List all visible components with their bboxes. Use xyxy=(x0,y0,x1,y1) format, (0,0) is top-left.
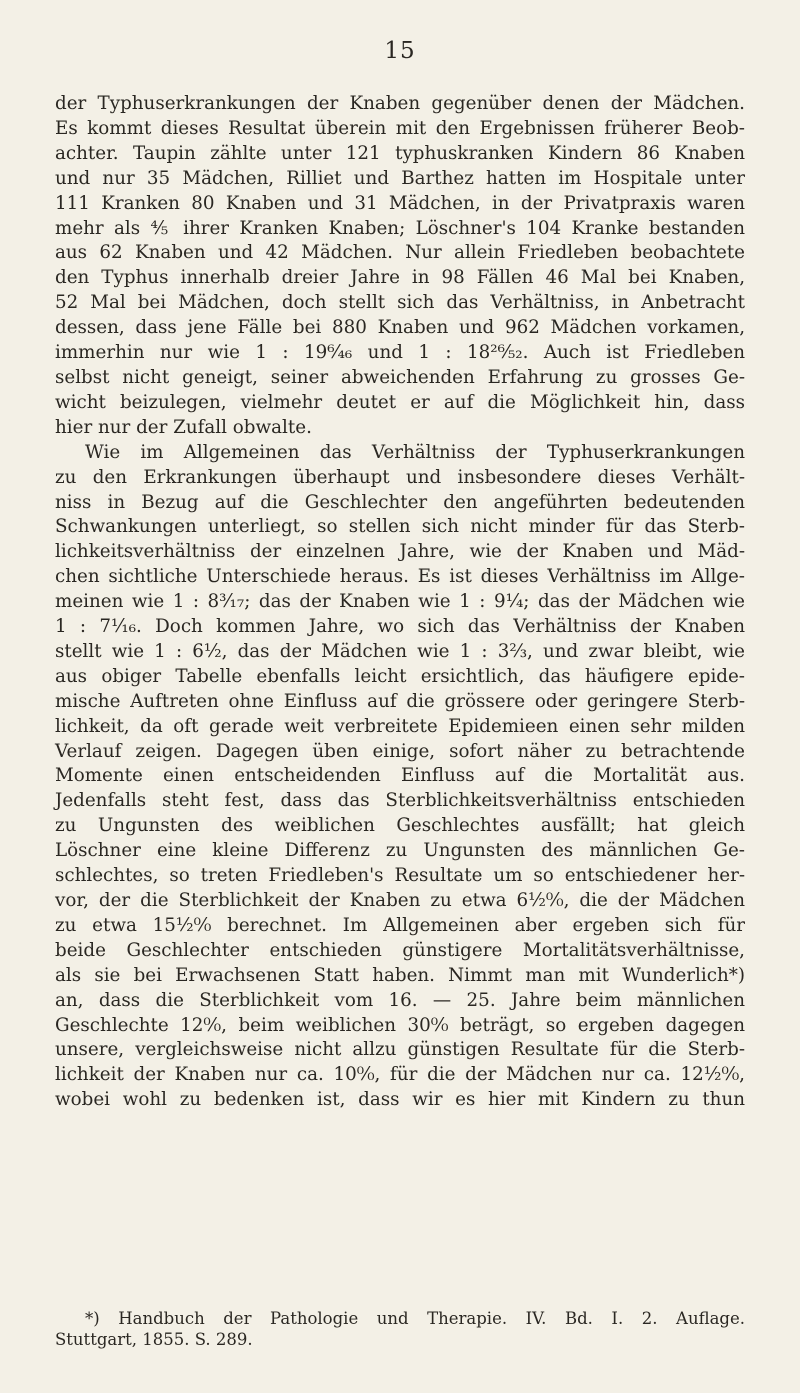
text-line: den Typhus innerhalb dreier Jahre in 98 Fällen 46 Mal bei Knaben, xyxy=(55,267,745,289)
footnote xyxy=(55,1308,745,1350)
text-line: lichkeit der Knaben nur ca. 10⁰⁄₀, für die der Mädchen nur ca. 12½⁰⁄₀, xyxy=(55,1064,745,1086)
text-line: selbst nicht geneigt, seiner abweichenden Erfahrung zu grosses Ge- xyxy=(55,366,745,388)
text-line: niss in Bezug auf die Geschlechter den angeführten bedeutenden xyxy=(55,491,745,513)
body-text xyxy=(55,92,745,1113)
page-number: 15 xyxy=(384,38,416,64)
footnote-line: Stuttgart, 1855. S. 289. xyxy=(55,1330,253,1349)
text-line: vor, der die Sterblichkeit der Knaben zu etwa 6½⁰⁄₀, die der Mädchen xyxy=(55,890,745,911)
text-line: wicht beizulegen, vielmehr deutet er auf die Möglichkeit hin, dass xyxy=(55,391,745,413)
text-line: Geschlechte 12⁰⁄₀, beim weiblichen 30⁰⁄₀ beträgt, so ergeben dagegen xyxy=(55,1014,745,1036)
text-line: lichkeitsverhältniss der einzelnen Jahre, wie der Knaben und Mäd- xyxy=(55,541,745,563)
text-line: 111 Kranken 80 Knaben und 31 Mädchen, in der Privatpraxis waren xyxy=(55,192,745,214)
text-line: der Typhuserkrankungen der Knaben gegenüber denen der Mädchen. xyxy=(55,93,745,114)
text-line: achter. Taupin zählte unter 121 typhuskranken Kindern 86 Knaben xyxy=(55,142,745,164)
text-line: hier nur der Zufall obwalte. xyxy=(55,416,312,438)
text-line: als sie bei Erwachsenen Statt haben. Nimmt man mit Wunderlich*) xyxy=(55,964,745,986)
text-line: Löschner eine kleine Differenz zu Ungunsten des männlichen Ge- xyxy=(55,840,745,862)
text-line: an, dass die Sterblichkeit vom 16. — 25. Jahre beim männlichen xyxy=(55,989,745,1011)
text-line: zu Ungunsten des weiblichen Geschlechtes ausfällt; hat gleich xyxy=(55,815,745,837)
text-line: Momente einen entscheidenden Einfluss auf die Mortalität aus. xyxy=(55,765,745,787)
text-line: Schwankungen unterliegt, so stellen sich nicht minder für das Sterb- xyxy=(55,516,745,538)
text-line: und nur 35 Mädchen, Rilliet und Barthez hatten im Hospitale unter xyxy=(55,167,745,189)
text-line: mehr als ⅘ ihrer Kranken Knaben; Löschner's 104 Kranke bestanden xyxy=(55,217,745,239)
text-line: Wie im Allgemeinen das Verhältniss der Typhuserkrankungen xyxy=(85,441,745,463)
text-line: chen sichtliche Unterschiede heraus. Es ist dieses Verhältniss im Allge- xyxy=(55,566,745,588)
text-line: Jedenfalls steht fest, dass das Sterblichkeitsverhältniss entschieden xyxy=(55,790,745,812)
text-line: unsere, vergleichsweise nicht allzu günstigen Resultate für die Sterb- xyxy=(55,1039,745,1061)
text-line: aus obiger Tabelle ebenfalls leicht ersichtlich, das häufigere epide- xyxy=(55,665,745,687)
text-line: wobei wohl zu bedenken ist, dass wir es hier mit Kindern zu thun xyxy=(55,1089,745,1111)
text-line: meinen wie 1 : 8³⁄₁₇; das der Knaben wie 1 : 9¹⁄₄; das der Mädchen wie xyxy=(55,591,745,613)
text-line: aus 62 Knaben und 42 Mädchen. Nur allein Friedleben beobachtete xyxy=(55,242,745,264)
text-line: lichkeit, da oft gerade weit verbreitete Epidemieen einen sehr milden xyxy=(55,715,745,737)
text-line: 1 : 7¹⁄₁₆. Doch kommen Jahre, wo sich das Verhältniss der Knaben xyxy=(55,616,745,638)
text-line: Verlauf zeigen. Dagegen üben einige, sofort näher zu betrachtende xyxy=(55,740,745,762)
text-line: schlechtes, so treten Friedleben's Resultate um so entschiedener her- xyxy=(55,865,745,887)
text-line: 52 Mal bei Mädchen, doch stellt sich das Verhältniss, in Anbetracht xyxy=(55,292,745,314)
footnote-line: *) Handbuch der Pathologie und Therapie. IV. Bd. I. 2. Auflage. xyxy=(85,1309,745,1328)
text-line: stellt wie 1 : 6½, das der Mädchen wie 1 : 3⅔, und zwar bleibt, wie xyxy=(55,640,745,662)
text-line: beide Geschlechter entschieden günstigere Mortalitätsverhältnisse, xyxy=(55,939,745,961)
text-line: zu den Erkrankungen überhaupt und insbesondere dieses Verhält- xyxy=(55,466,745,488)
text-line: zu etwa 15½⁰⁄₀ berechnet. Im Allgemeinen aber ergeben sich für xyxy=(55,914,745,936)
text-line: dessen, dass jene Fälle bei 880 Knaben und 962 Mädchen vorkamen, xyxy=(55,317,745,339)
text-line: mische Auftreten ohne Einfluss auf die grössere oder geringere Sterb- xyxy=(55,690,745,712)
text-line: Es kommt dieses Resultat überein mit den Ergebnissen früherer Beob- xyxy=(55,117,745,139)
text-line: immerhin nur wie 1 : 19⁶⁄₄₆ und 1 : 18²⁶⁄₅₂. Auch ist Friedleben xyxy=(55,342,745,364)
